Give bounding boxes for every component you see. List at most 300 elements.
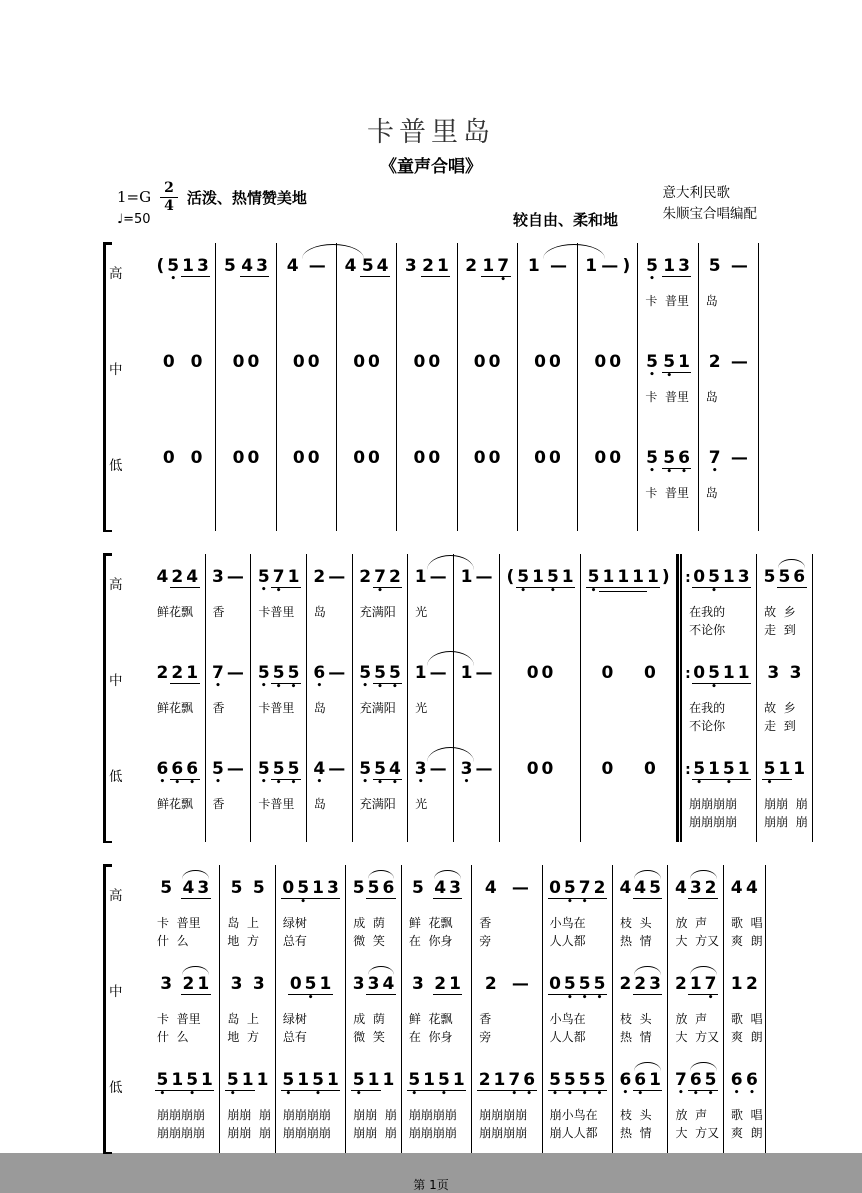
note: 7 • [272, 567, 285, 596]
note: 2 [634, 974, 647, 994]
octave-dot: • [566, 1089, 573, 1099]
note-group [256, 567, 271, 595]
octave-dot: • [170, 274, 177, 284]
page-content [103, 0, 808, 1193]
note-group [352, 448, 382, 476]
measure-lyrics [472, 913, 542, 961]
lyric-line: 光 [415, 701, 428, 715]
note: 5 [412, 878, 424, 898]
part-label-spacer [106, 698, 150, 746]
lyric-line: 枝 头 [619, 1012, 652, 1026]
note: 6 • [313, 663, 326, 691]
measure-notes [581, 554, 677, 602]
note: 0 [488, 448, 501, 468]
measure-notes [668, 1057, 724, 1105]
lyric-line: 鲜花飘 [157, 701, 194, 715]
measure-notes [518, 339, 578, 387]
measure-lyrics [216, 483, 276, 531]
note-group [229, 878, 244, 906]
note: 5 • [304, 974, 317, 1003]
note: 2 [619, 974, 632, 994]
note: 1 [241, 1070, 254, 1090]
octave-dot: • [275, 682, 282, 692]
note: 6 • [730, 1070, 743, 1098]
note-group [474, 759, 494, 787]
note-group [762, 567, 777, 595]
lyric-line: 岛 [313, 605, 326, 619]
measure-lyrics [346, 1105, 402, 1153]
measure-notes [276, 961, 346, 1009]
measure-lyrics [581, 602, 677, 650]
octave-dot: • [316, 777, 323, 787]
measure-lyrics [150, 483, 216, 531]
note: 3 [230, 974, 243, 994]
note-group [170, 567, 200, 596]
measure-lyrics [346, 913, 402, 961]
measure-notes [454, 650, 500, 698]
lyric-line: 崩崩崩崩 [157, 1126, 206, 1140]
note: 5 • [287, 663, 300, 692]
lyric-line: 放 声 [675, 1012, 708, 1026]
note: 1 [793, 759, 806, 779]
measure-lyrics [581, 794, 677, 842]
lyric-line: 绿树 [282, 916, 307, 930]
note: 1 [382, 1070, 395, 1090]
lyric-line: 歌 唱 [731, 1012, 763, 1026]
note: 6 • [678, 448, 690, 477]
note-group [618, 878, 633, 906]
measure-notes [518, 243, 578, 291]
note: 0 [693, 663, 706, 683]
measure-notes [216, 339, 276, 387]
measure-lyrics [699, 387, 759, 435]
note: 2 [171, 663, 184, 683]
note: 2 [674, 974, 687, 994]
note: 3 [367, 974, 380, 994]
note-group [474, 663, 494, 691]
octave-dot: • [637, 1089, 644, 1099]
measure-lyrics [150, 602, 206, 650]
note: 0 [247, 448, 260, 468]
measure-lyrics [397, 483, 457, 531]
note: 6 • [689, 1070, 702, 1099]
note-group [421, 256, 451, 285]
note: 5 • [156, 1070, 169, 1099]
note: — [226, 663, 244, 683]
note: 3 [326, 878, 339, 898]
note: 5 [763, 567, 776, 587]
note-group [673, 974, 688, 1002]
lyric-line: 微 笑 [353, 934, 385, 948]
lyric-line: 不论你 [689, 623, 726, 637]
lyric-line: 成 荫 [353, 1012, 385, 1026]
note-group [225, 663, 245, 691]
note: 0 [643, 759, 656, 779]
lyric-line: 鲜花飘 [157, 797, 194, 811]
measure-lyrics [724, 1009, 766, 1057]
note-group [593, 448, 623, 476]
note-group [255, 1070, 270, 1098]
note: — [429, 567, 447, 587]
octave-dot: • [733, 1088, 740, 1098]
part-label: 中 [109, 362, 123, 378]
note-group [281, 878, 340, 907]
lyric-line: 走 到 [764, 719, 796, 733]
octave-dot: • [290, 682, 297, 692]
lyric-line: 香 [479, 1012, 492, 1026]
measure-notes [638, 435, 698, 483]
measure-lyrics [472, 1105, 542, 1153]
note-group [600, 663, 615, 691]
measure-lyrics [518, 291, 578, 339]
note-group [600, 256, 620, 284]
octave-dot: • [275, 586, 282, 596]
note-group [707, 352, 722, 380]
measure-lyrics [346, 1009, 402, 1057]
lyric-line: 在 你身 [408, 934, 453, 948]
measure-lyrics [307, 698, 353, 746]
measure-notes [668, 865, 724, 913]
measure-notes [346, 865, 402, 913]
note: 1 [647, 567, 659, 587]
note-group [792, 759, 807, 787]
note-group [464, 256, 479, 284]
lyric-line: 崩崩 崩 [764, 815, 808, 829]
note-group [483, 974, 498, 1002]
note: — [226, 567, 244, 587]
lyric-line: 故 乡 [764, 701, 796, 715]
measure-lyrics [757, 698, 813, 746]
measure-lyrics [150, 794, 206, 842]
note: 3 [197, 878, 210, 898]
note: 7 • [708, 448, 721, 476]
note-group [584, 256, 599, 284]
part-label-spacer [106, 794, 150, 842]
note-group [373, 663, 403, 692]
measure-notes [638, 339, 698, 387]
octave-dot: • [463, 777, 470, 787]
note-group [642, 663, 657, 691]
note-group [312, 663, 327, 691]
lyric-line: 热 情 [619, 1030, 652, 1044]
lyric-line: 崩崩崩崩 [408, 1108, 457, 1122]
note-group [229, 974, 244, 1002]
note: 0 [307, 352, 320, 372]
measure-notes [216, 243, 276, 291]
credit-arranger: 朱顺宝合唱编配 [662, 205, 757, 222]
note: 7 • [674, 1070, 687, 1098]
note: 4 [156, 567, 169, 587]
octave-dot: • [189, 1089, 195, 1099]
note: 2 [484, 974, 497, 994]
lyric-line: 什 么 [157, 934, 189, 948]
lyric-line: 小鸟在 [549, 916, 586, 930]
lyric-line: 卡 普里 [645, 390, 690, 404]
measure-notes [216, 435, 276, 483]
octave-dot: • [500, 275, 507, 285]
measure-notes [206, 554, 252, 602]
part-label-spacer [106, 913, 150, 961]
note: 1 [678, 352, 690, 372]
note: 4 • [313, 759, 326, 787]
note: 3 [352, 974, 365, 994]
measure-notes [150, 865, 220, 913]
note-group [745, 974, 760, 1002]
note-group [777, 567, 807, 596]
note: 1 [722, 663, 735, 683]
note-group [256, 759, 271, 787]
measure-lyrics [150, 1105, 220, 1153]
note: 1 [649, 1070, 661, 1090]
measure-notes [206, 746, 252, 794]
lyric-line: 热 情 [619, 934, 652, 948]
note: 0 [693, 567, 706, 587]
note: 5 • [359, 663, 372, 691]
measure-notes [699, 339, 759, 387]
note: 3 [160, 974, 173, 994]
octave-dot: • [290, 778, 297, 788]
measure-notes [402, 865, 472, 913]
note: ) [622, 256, 631, 276]
measure-lyrics [757, 794, 813, 842]
note: 5 • [312, 1070, 324, 1099]
lyric-line: 地 方 [227, 1030, 260, 1044]
lyric-line: 香 [479, 916, 492, 930]
octave-dot: • [511, 1089, 518, 1099]
measure-lyrics [543, 1009, 613, 1057]
note: 3 • [414, 759, 427, 787]
score [103, 243, 808, 1153]
measure-lyrics [613, 1009, 669, 1057]
note-group [288, 974, 333, 1003]
note-group [692, 663, 751, 692]
note-group [413, 663, 428, 691]
lyric-line: 大 方又 [675, 1030, 720, 1044]
note-group [291, 448, 321, 476]
note: 5 • [257, 663, 270, 691]
note: ( [156, 256, 165, 276]
measure-notes [578, 435, 638, 483]
metronome-mark: ♩=50 [117, 212, 151, 227]
measure-notes [150, 650, 206, 698]
note-group [366, 878, 396, 907]
note: 5 • [352, 1070, 365, 1099]
note: 0 [292, 352, 305, 372]
measure-lyrics [251, 602, 307, 650]
note-group [707, 256, 722, 284]
note-group [600, 759, 615, 787]
lyric-line: 总有 [282, 934, 307, 948]
measure-notes [677, 554, 757, 602]
octave-dot: • [441, 1089, 447, 1099]
note: 5 [352, 878, 365, 898]
note-group [358, 567, 373, 595]
measure-notes [668, 961, 724, 1009]
octave-dot: • [215, 681, 221, 691]
note-group [312, 759, 327, 787]
octave-dot: • [417, 777, 424, 787]
note-group [251, 974, 266, 1002]
note: 3 [404, 256, 417, 276]
note: 0 [534, 352, 546, 372]
part-label: 低 [109, 769, 123, 785]
note-group [688, 974, 718, 1003]
lyric-line: 崩崩崩崩 [479, 1108, 528, 1122]
measure-notes [581, 746, 677, 794]
note: 2 [434, 974, 447, 994]
measure-lyrics [220, 913, 276, 961]
note: 1 [527, 256, 540, 276]
octave-dot: • [649, 274, 655, 284]
octave-dot: • [189, 778, 195, 788]
note: 5 • [593, 974, 606, 1003]
measure-lyrics [397, 291, 457, 339]
note: 5 • [546, 567, 559, 596]
octave-dot: • [666, 371, 673, 381]
note-group [170, 759, 200, 788]
measure-notes [220, 865, 276, 913]
measure-lyrics [458, 387, 518, 435]
octave-dot: • [711, 682, 717, 692]
octave-dot: • [681, 467, 687, 477]
note: 0 [609, 448, 622, 468]
note: 0 [162, 448, 175, 468]
note-group [525, 759, 555, 787]
measure-notes [206, 650, 252, 698]
note-group [645, 352, 660, 380]
measure-lyrics [150, 291, 216, 339]
note-group [281, 1070, 340, 1099]
note: 5 • [186, 1070, 199, 1099]
note: 4 [746, 878, 758, 898]
note-group [621, 256, 632, 284]
note: 1 [663, 256, 676, 276]
lyric-line: 地 方 [227, 934, 260, 948]
note: 5 • [167, 256, 180, 284]
measure-lyrics [668, 1105, 724, 1153]
note: 5 • [282, 1070, 295, 1099]
measure-notes [408, 554, 454, 602]
note-group [411, 878, 426, 906]
lyric-line: 放 声 [675, 916, 708, 930]
lyric-line: 崩崩崩崩 [282, 1126, 331, 1140]
lyric-line: 鲜 花飘 [408, 1012, 453, 1026]
note: 2 [313, 567, 326, 587]
note-group [155, 1070, 214, 1099]
note-group [189, 448, 204, 476]
note: 5 • [257, 567, 270, 595]
measure-lyrics [677, 602, 757, 650]
note: 2 [593, 878, 606, 898]
note-group [413, 759, 428, 787]
note: 3 [678, 256, 690, 276]
note: 1 [708, 759, 720, 779]
note: 4 [186, 567, 199, 587]
measure-notes [757, 650, 813, 698]
note: 1 [256, 1070, 269, 1090]
note: 0 [190, 448, 203, 468]
measure-notes [613, 1057, 669, 1105]
measure-notes [613, 865, 669, 913]
note-group [351, 1070, 381, 1099]
note-group [381, 1070, 396, 1098]
octave-dot: • [159, 1089, 166, 1099]
note: 5 • [646, 448, 658, 476]
measure-notes [353, 554, 409, 602]
measure-notes [578, 339, 638, 387]
note-group [251, 878, 266, 906]
measure-lyrics [724, 913, 766, 961]
measure-notes [724, 961, 766, 1009]
note: — [328, 567, 346, 587]
measure-lyrics [408, 698, 454, 746]
lyric-line: 岛 [313, 797, 326, 811]
note: 3 [252, 974, 265, 994]
note: 0 [643, 663, 656, 683]
measure-notes [677, 650, 757, 698]
lyric-line: 绿树 [282, 1012, 307, 1026]
note: — [730, 256, 748, 276]
lyric-line: 歌 唱 [731, 1108, 763, 1122]
note: 1 [436, 256, 449, 276]
note: 0 [534, 448, 546, 468]
measure-lyrics [500, 794, 581, 842]
note: — [475, 567, 493, 587]
note: 2 [182, 974, 195, 994]
note: 5 • [646, 352, 658, 380]
measure-notes [276, 1057, 346, 1105]
note: 5 • [763, 759, 776, 788]
measure-notes [277, 435, 337, 483]
lyric-line: 岛 [705, 294, 718, 308]
measure-lyrics [277, 291, 337, 339]
note: 6 • [523, 1070, 536, 1099]
measure-notes [220, 961, 276, 1009]
measure-notes [724, 1057, 766, 1105]
note: 5 • [593, 1070, 606, 1099]
note: 5 [230, 878, 243, 898]
measure-lyrics [458, 291, 518, 339]
note: 4 [376, 256, 389, 276]
note-group [459, 759, 474, 787]
note: 0 [368, 352, 380, 372]
measure-notes [613, 961, 669, 1009]
note: 1 [722, 567, 735, 587]
measure-notes [472, 961, 542, 1009]
note: 6 • [171, 759, 184, 788]
note-group [745, 1070, 760, 1098]
note-group [291, 352, 321, 380]
note: 0 [307, 448, 320, 468]
measure-lyrics [458, 483, 518, 531]
measure-lyrics [454, 794, 500, 842]
note-group [729, 878, 744, 906]
octave-dot: • [215, 777, 221, 787]
system [103, 865, 763, 1153]
measure-notes [353, 746, 409, 794]
note: — [328, 759, 346, 779]
note: 3 [737, 567, 750, 587]
note-group [477, 1070, 536, 1099]
note-group [510, 974, 530, 1002]
expression-mark: 较自由、柔和地 [513, 211, 619, 229]
note-group [352, 352, 382, 380]
note-group [692, 567, 751, 596]
note: 0 [488, 352, 501, 372]
note-group [593, 352, 623, 380]
note-group [412, 448, 442, 476]
measure-notes [699, 243, 759, 291]
